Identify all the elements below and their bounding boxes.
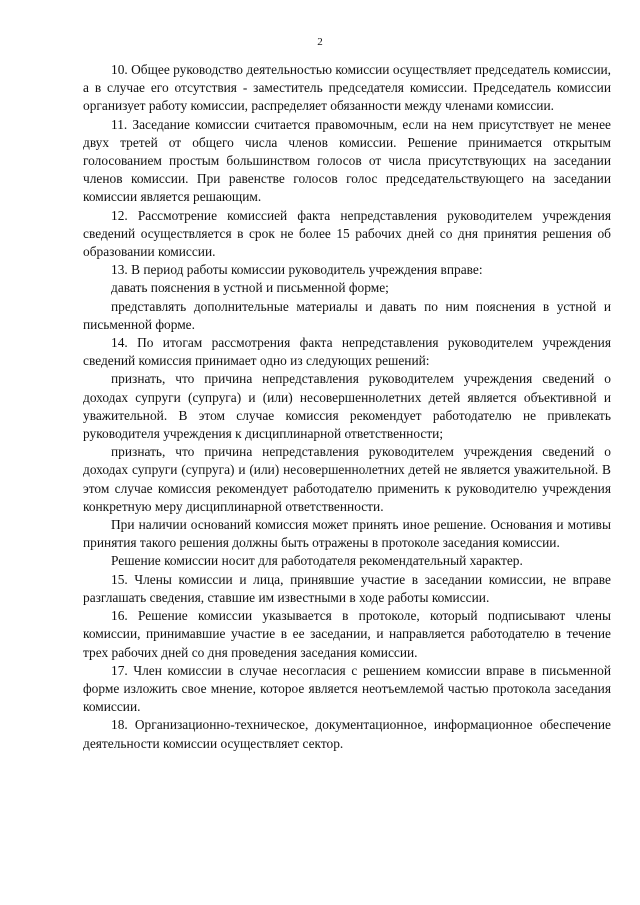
- paragraph-14-option-1: признать, что причина непредставления руководителем учреждения сведений о доходах супруги (супруга) и (или) несовершеннолетних детей является объективной и уважительной. В этом случае комиссия рекомендует работодателю не привлекать руководителя учреждения к дисциплинарной ответственности;: [83, 371, 611, 442]
- paragraph-13-item-2: представлять дополнительные материалы и давать по ним пояснения в устной и письменной форме.: [83, 298, 611, 332]
- paragraph-13: 13. В период работы комиссии руководитель учреждения вправе:: [111, 262, 483, 278]
- paragraph-14-other-decision: При наличии оснований комиссия может принять иное решение. Основания и мотивы принятия такого решения должны быть отражены в протоколе заседания комиссии.: [83, 517, 611, 551]
- paragraph-16: 16. Решение комиссии указывается в протоколе, который подписывают члены комиссии, принимавшие участие в ее заседании, и направляется работодателю в течение трех рабочих дней со дня проведения заседания комиссии.: [83, 608, 611, 660]
- paragraph-11: 11. Заседание комиссии считается правомочным, если на нем присутствует не менее двух третей от общего числа членов комиссии. Решение принимается открытым голосованием простым большинством голосов от числа присутствующих на заседании членов комиссии. При равенстве голосов голос председательствующего на заседании комиссии является решающим.: [83, 116, 611, 205]
- paragraph-14: 14. По итогам рассмотрения факта непредставления руководителем учреждения сведений комиссия принимает одно из следующих решений:: [83, 335, 611, 369]
- paragraph-18: 18. Организационно-техническое, документационное, информационное обеспечение деятельности комиссии осуществляет сектор.: [83, 717, 611, 751]
- page-number: 2: [317, 36, 323, 48]
- paragraph-14-option-2: признать, что причина непредставления руководителем учреждения сведений о доходах супруги (супруга) и (или) несовершеннолетних детей не является уважительной. В этом случае комиссия рекомендует работодателю применить к руководителю учреждения конкретную меру дисциплинарной ответственности.: [83, 444, 611, 514]
- paragraph-12: 12. Рассмотрение комиссией факта непредставления руководителем учреждения сведений осуществляется в срок не более 15 рабочих дней со дня принятия решения об образовании комиссии.: [83, 207, 611, 260]
- paragraph-17: 17. Член комиссии в случае несогласия с решением комиссии вправе в письменной форме изложить свое мнение, которое является неотъемлемой частью протокола заседания комиссии.: [83, 662, 611, 715]
- document-body: [83, 61, 611, 753]
- paragraph-15: 15. Члены комиссии и лица, принявшие участие в заседании комиссии, не вправе разглашать сведения, ставшие им известными в ходе работы комиссии.: [83, 571, 611, 605]
- paragraph-14-recommendation: Решение комиссии носит для работодателя рекомендательный характер.: [111, 553, 523, 569]
- paragraph-13-item-1: давать пояснения в устной и письменной форме;: [111, 280, 389, 296]
- paragraph-10: 10. Общее руководство деятельностью комиссии осуществляет председатель комиссии, а в случае его отсутствия - заместитель председателя комиссии. Председатель комиссии организует работу комиссии, распределяет обязанности между членами комиссии.: [83, 62, 611, 114]
